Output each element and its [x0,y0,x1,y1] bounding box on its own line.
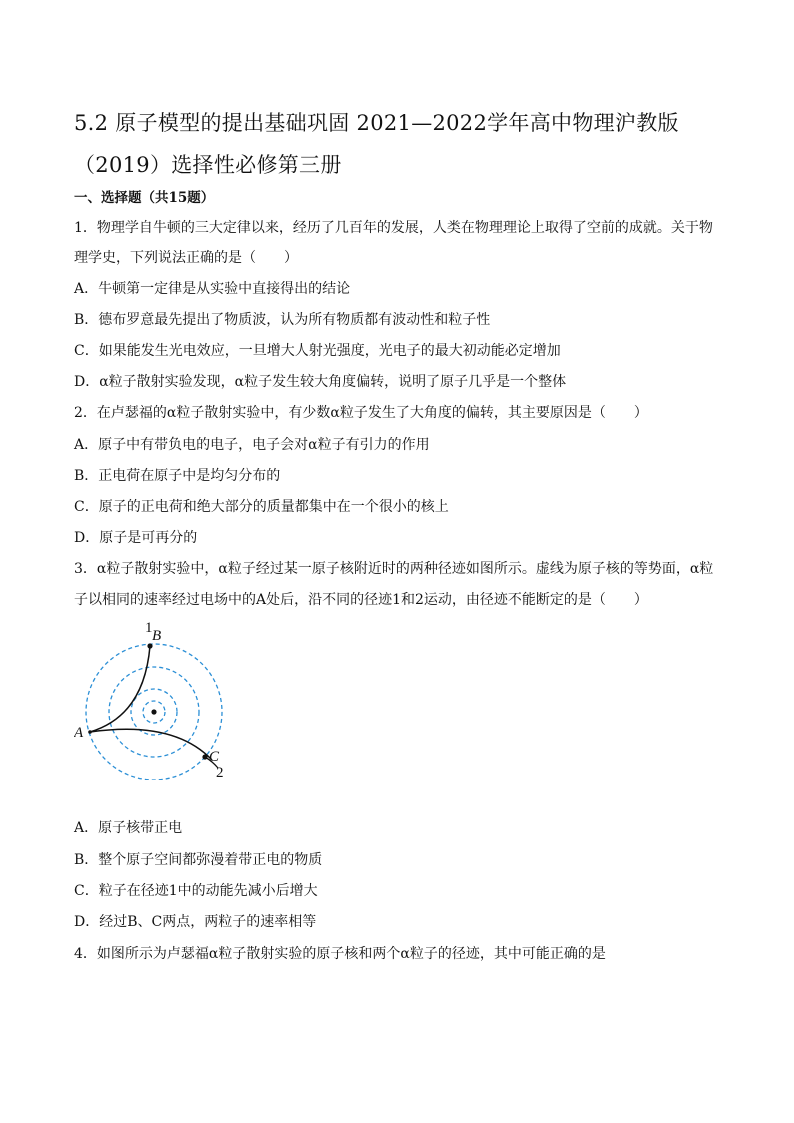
title-line-1: 5.2 原子模型的提出基础巩固 2021—2022学年高中物理沪教版 [74,111,679,135]
q1-option-b: B．德布罗意最先提出了物质波，认为所有物质都有波动性和粒子性 [74,312,491,328]
label-point-b: B [152,628,162,644]
q1-stem-line-1: 1．物理学自牛顿的三大定律以来，经历了几百年的发展，人类在物理理论上取得了空前的成就。关于物 [74,220,713,236]
q3-option-c: C．粒子在径迹1中的动能先减小后增大 [74,883,318,899]
nucleus-dot [151,709,156,714]
q2-stem: 2．在卢瑟福的α粒子散射实验中，有少数α粒子发生了大角度的偏转，其主要原因是（ ） [74,405,648,421]
q2-option-c: C．原子的正电荷和绝大部分的质量都集中在一个很小的核上 [74,499,449,515]
label-path-1: 1 [145,620,153,636]
q2-option-a: A．原子中有带负电的电子，电子会对α粒子有引力的作用 [74,437,430,453]
label-path-2: 2 [216,765,224,780]
q1-stem-line-2: 理学史，下列说法正确的是（ ） [74,250,298,266]
section-heading: 一、选择题（共15题） [74,190,215,206]
label-point-c: C [209,749,220,765]
q3-option-b: B．整个原子空间都弥漫着带正电的物质 [74,852,323,868]
q3-option-d: D．经过B、C两点，两粒子的速率相等 [74,914,317,930]
q3-option-a: A．原子核带正电 [74,820,183,836]
point-b-dot [147,643,152,648]
q1-option-d: D．α粒子散射实验发现，α粒子发生较大角度偏转，说明了原子几乎是一个整体 [74,374,567,390]
q3-stem-line-1: 3．α粒子散射实验中，α粒子经过某一原子核附近时的两种径迹如图所示。虚线为原子核的等势面，α粒 [74,561,714,577]
page-title [74,102,754,186]
point-a-dot [88,730,92,734]
alpha-scattering-figure [74,620,244,780]
q1-option-a: A．牛顿第一定律是从实验中直接得出的结论 [74,281,351,297]
label-point-a: A [74,725,84,741]
title-line-2: （2019）选择性必修第三册 [74,153,342,177]
trajectory-1 [90,646,150,732]
q2-option-b: B．正电荷在原子中是均匀分布的 [74,468,281,484]
q1-option-c: C．如果能发生光电效应，一旦增大人射光强度，光电子的最大初动能必定增加 [74,343,561,359]
q4-stem: 4．如图所示为卢瑟福α粒子散射实验的原子核和两个α粒子的径迹，其中可能正确的是 [74,946,606,962]
q2-option-d: D．原子是可再分的 [74,530,198,546]
q3-stem-line-2: 子以相同的速率经过电场中的A处后，沿不同的径迹1和2运动，由径迹不能断定的是（ ） [74,592,648,608]
